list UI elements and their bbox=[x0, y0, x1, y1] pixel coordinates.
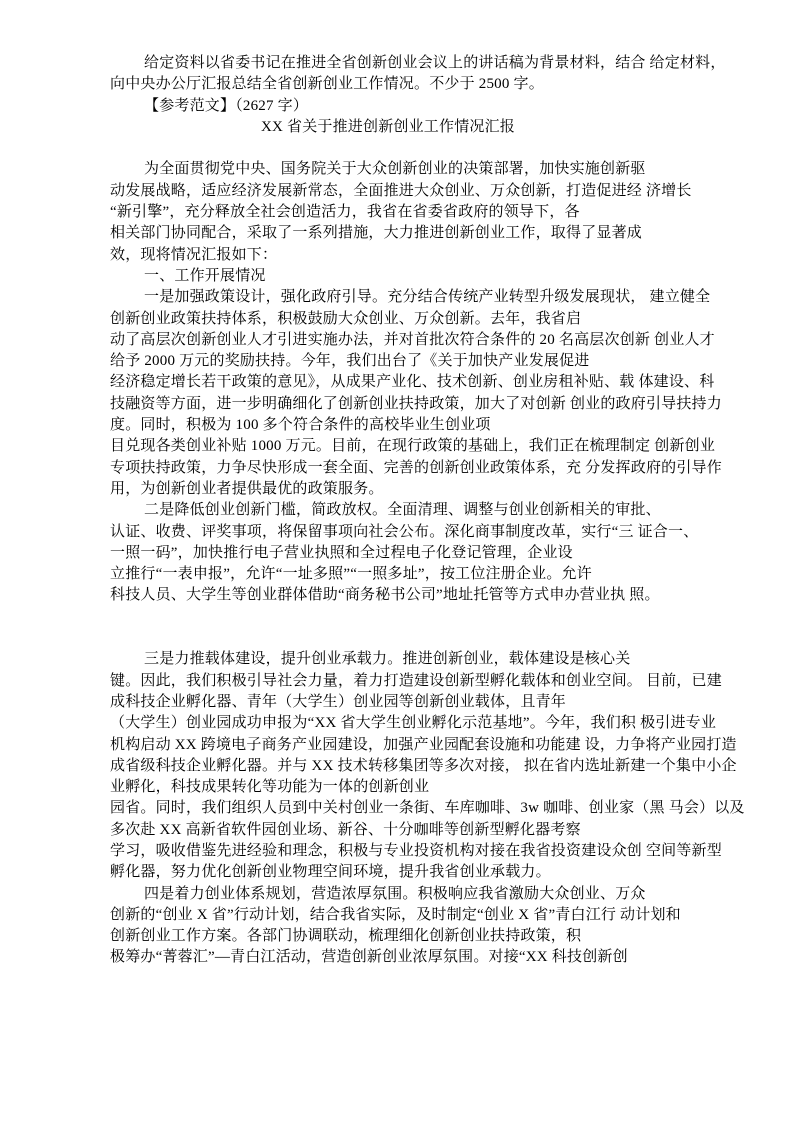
text-line: 业孵化，科技成果转化等功能为一体的创新创业 bbox=[110, 779, 430, 796]
text-line bbox=[110, 138, 716, 159]
text-line: 【参考范文】（2627 字） bbox=[144, 97, 309, 114]
text-line: 三是力推载体建设，提升创业承载力。推进创新创业，载体建设是核心关 bbox=[144, 651, 631, 668]
text-line: 学习，吸收借鉴先进经验和理念，积极与专业投资机构对接在我省投资建设众创 空间等新型 bbox=[110, 842, 722, 859]
text-line: 技融资等方面，进一步明确细化了创新创业扶持政策，加大了对创新 创业的政府引导扶持力 bbox=[110, 395, 722, 412]
text-line: 一照一码”，加快推行电子营业执照和全过程电子化登记管理，企业设 bbox=[110, 544, 573, 561]
text-line: 成科技企业孵化器、青年（大学生）创业园等创新创业载体，且青年 bbox=[110, 693, 567, 710]
text-line: 相关部门协同配合，采取了一系列措施，大力推进创新创业工作，取得了显著成 bbox=[110, 225, 643, 242]
text-line: 认证、收费、评奖事项，将保留事项向社会公布。深化商事制度改革，实行“三 证合一、 bbox=[110, 523, 699, 540]
text-line: 经济稳定增长若干政策的意见》，从成果产业化、技术创新、创业房租补贴、载 体建设、科 bbox=[110, 374, 715, 391]
text-line: 给定资料以省委书记在推进全省创新创业会议上的讲话稿为背景材料，结合 给定材料， bbox=[144, 55, 726, 71]
text-line: 二是降低创业创新门槛，简政放权。全面清理、调整与创业创新相关的审批、 bbox=[144, 502, 661, 519]
text-line: 一是加强政策设计，强化政府引导。充分结合传统产业转型升级发展现状， 建立健全 bbox=[144, 289, 711, 306]
text-line: “新引擎”，充分释放全社会创造活力，我省在省委省政府的领导下，各 bbox=[110, 204, 580, 221]
text-line: 多次赴 XX 高新省软件园创业场、新谷、十分咖啡等创新型孵化器考察 bbox=[110, 821, 581, 838]
text-line: 用，为创新创业者提供最优的政策服务。 bbox=[110, 480, 384, 497]
text-line: 创新的“创业 X 省”行动计划，结合我省实际，及时制定“创业 X 省”青白江行 动计划和 bbox=[110, 906, 681, 923]
text-line: 给予 2000 万元的奖励扶持。今年，我们出台了《关于加快产业发展促进 bbox=[110, 353, 590, 370]
text-line: 科技人员、大学生等创业群体借助“商务秘书公司”地址托管等方式申办营业执 照。 bbox=[110, 587, 660, 604]
text-line: 四是着力创业体系规划，营造浓厚氛围。积极响应我省激励大众创业、万众 bbox=[144, 885, 646, 902]
text-line bbox=[110, 628, 716, 649]
text-line: 创新创业政策扶持体系，积极鼓励大众创业、万众创新。去年，我省启 bbox=[110, 310, 582, 327]
text-line: 立推行“一表申报”，允许“一址多照”“一照多址”，按工位注册企业。允许 bbox=[110, 566, 592, 583]
text-line: 极筹办“菁蓉汇”—青白江活动，营造创新创业浓厚氛围。对接“XX 科技创新创 bbox=[110, 949, 628, 966]
text-line: 向中央办公厅汇报总结全省创新创业工作情况。不少于 2500 字。 bbox=[110, 76, 544, 93]
text-line: 目兑现各类创业补贴 1000 万元。目前，在现行政策的基础上，我们正在梳理制定 创新创业 bbox=[110, 438, 716, 455]
text-line: 创新创业工作方案。各部门协调联动，梳理细化创新创业扶持政策，积 bbox=[110, 928, 582, 945]
text-line: 专项扶持政策，力争尽快形成一套全面、完善的创新创业政策体系，充 分发挥政府的引导作 bbox=[110, 459, 722, 476]
text-line: 园省。同时，我们组织人员到中关村创业一条街、车库咖啡、3w 咖啡、创业家（黑 马会）以及 bbox=[110, 800, 745, 817]
text-line: 度。同时，积极为 100 多个符合条件的高校毕业生创业项 bbox=[110, 417, 491, 434]
text-line: （大学生）创业园成功申报为“XX 省大学生创业孵化示范基地”。今年，我们积 极引进专业 bbox=[110, 715, 717, 732]
text-line bbox=[110, 607, 716, 628]
text-line: 孵化器，努力优化创新创业物理空间环境，提升我省创业承载力。 bbox=[110, 864, 551, 881]
text-line: 机构启动 XX 跨境电子商务产业园建设，加强产业园配套设施和功能建 设，力争将产业园打造 bbox=[110, 736, 737, 753]
text-line: 一、工作开展情况 bbox=[144, 267, 266, 284]
document-body bbox=[110, 53, 745, 969]
text-line: 动了高层次创新创业人才引进实施办法，并对首批次符合条件的 20 名高层次创新 创业人才 bbox=[110, 331, 715, 348]
text-line: 效，现将情况汇报如下： bbox=[110, 246, 278, 263]
text-line: 为全面贯彻党中央、国务院关于大众创新创业的决策部署，加快实施创新驱 bbox=[144, 161, 646, 178]
text-line: 成省级科技企业孵化器。并与 XX 技术转移集团等多次对接， 拟在省内选址新建一个集中小企 bbox=[110, 757, 737, 774]
text-line: XX 省关于推进创新创业工作情况汇报 bbox=[260, 118, 516, 135]
text-line: 动发展战略，适应经济发展新常态，全面推进大众创业、万众创新，打造促进经 济增长 bbox=[110, 182, 692, 199]
text-line: 键。因此，我们积极引导社会力量，着力打造建设创新型孵化载体和创业空间。 目前，已建 bbox=[110, 672, 722, 689]
